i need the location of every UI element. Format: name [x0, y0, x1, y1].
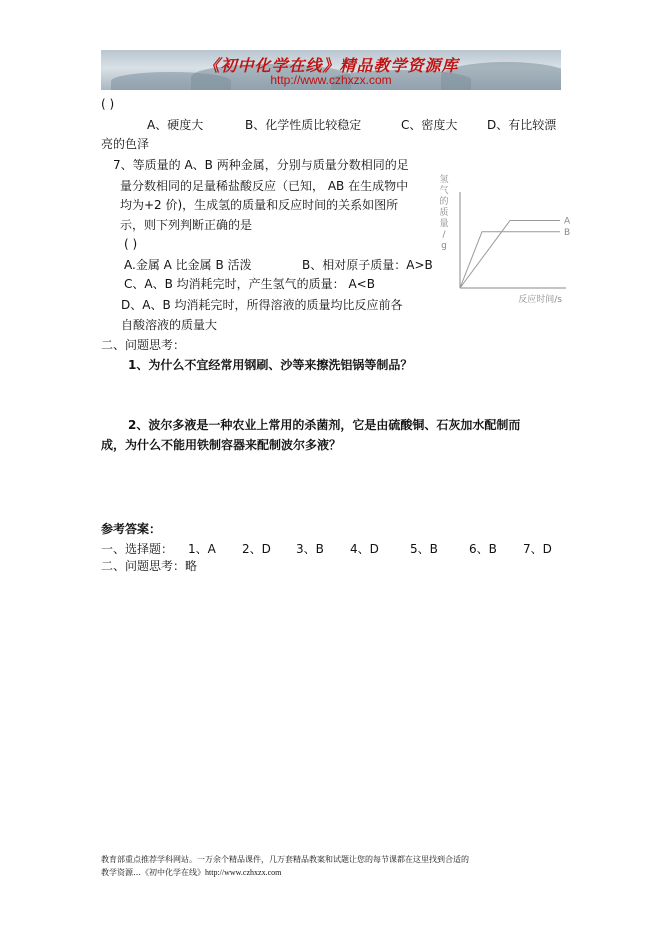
footer-line2: [101, 867, 281, 879]
answer-item: 1、A: [188, 542, 216, 556]
q7-option-b: B、相对原子质量：A>B: [302, 258, 433, 272]
series-line-b: [460, 232, 560, 288]
answer-item: 3、B: [296, 542, 324, 556]
series-label-b: B: [564, 227, 571, 238]
q7-stem-line2: 量分数相同的足量稀盐酸反应（已知， AB 在生成物中: [120, 179, 409, 193]
answer-item: 2、D: [242, 542, 271, 556]
answers-choice-label: 一、选择题：: [101, 542, 174, 556]
section2-q2-line1: 2、波尔多液是一种农业上常用的杀菌剂，它是由硫酸铜、石灰加水配制而: [128, 418, 521, 432]
q6-option-a: A、硬度大: [147, 118, 204, 132]
answers-heading: 参考答案：: [101, 522, 162, 536]
q6-option-d-cont: 亮的色泽: [101, 137, 150, 151]
q7-stem-line3: 均为+2 价)，生成氢的质量和反应时间的关系如图所: [120, 198, 399, 212]
q6-answer-paren: ( ): [101, 97, 115, 111]
answer-item: 7、D: [523, 542, 552, 556]
q7-option-d-cont: 自酸溶液的质量大: [121, 318, 218, 332]
x-axis-label: 反应时间/s: [518, 295, 562, 305]
section2-heading: 二、问题思考：: [101, 338, 186, 352]
answer-item: 6、B: [469, 542, 497, 556]
q6-option-d: D、有比较漂: [487, 118, 557, 132]
y-axis-label-char: 量: [439, 219, 449, 229]
q7-stem-line1: 7、等质量的 A、B 两种金属，分别与质量分数相同的足: [113, 158, 409, 172]
q6-option-b: B、化学性质比较稳定: [245, 118, 362, 132]
answer-item: 4、D: [350, 542, 379, 556]
section2-q1: 1、为什么不宜经常用钢刷、沙等来擦洗铝锅等制品？: [128, 358, 413, 372]
series-line-a: [460, 221, 560, 289]
section2-q2-line2: 成，为什么不能用铁制容器来配制波尔多液？: [101, 438, 342, 452]
q6-option-c: C、密度大: [401, 118, 458, 132]
y-axis-label-char: 氢: [439, 175, 449, 185]
q7-answer-paren: ( ): [124, 237, 138, 251]
footer-url-link[interactable]: http://www.czhxzx.com: [205, 868, 282, 877]
header-banner: [101, 50, 561, 90]
answer-item: 5、B: [410, 542, 438, 556]
q7-chart: [430, 170, 580, 310]
series-label-a: A: [564, 216, 571, 227]
q7-stem-line4: 示，则下列判断正确的是: [120, 218, 253, 232]
y-axis-label-char: 的: [439, 197, 449, 207]
banner-url[interactable]: http://www.czhxzx.com: [270, 73, 392, 87]
answers-thinking: 二、问题思考：略: [101, 559, 198, 573]
y-axis-label-char: g: [441, 241, 447, 251]
footer-line1: 教育部重点推荐学科网站。一万余个精品课件，几万套精品教案和试题让您的每节课都在这里找到合适的: [101, 855, 469, 864]
q7-option-c: C、A、B 均消耗完时，产生氢气的质量： A<B: [124, 277, 375, 291]
y-axis-label-char: /: [442, 230, 446, 240]
q7-option-d: D、A、B 均消耗完时，所得溶液的质量均比反应前各: [121, 298, 403, 312]
y-axis-label-char: 气: [439, 186, 449, 196]
q7-option-a: A.金属 A 比金属 B 活泼: [124, 258, 252, 272]
banner-title: 《初中化学在线》精品教学资源库: [203, 56, 459, 75]
footer-site-text: 教学资源…《初中化学在线》: [101, 868, 205, 877]
y-axis-label-char: 质: [439, 208, 449, 218]
